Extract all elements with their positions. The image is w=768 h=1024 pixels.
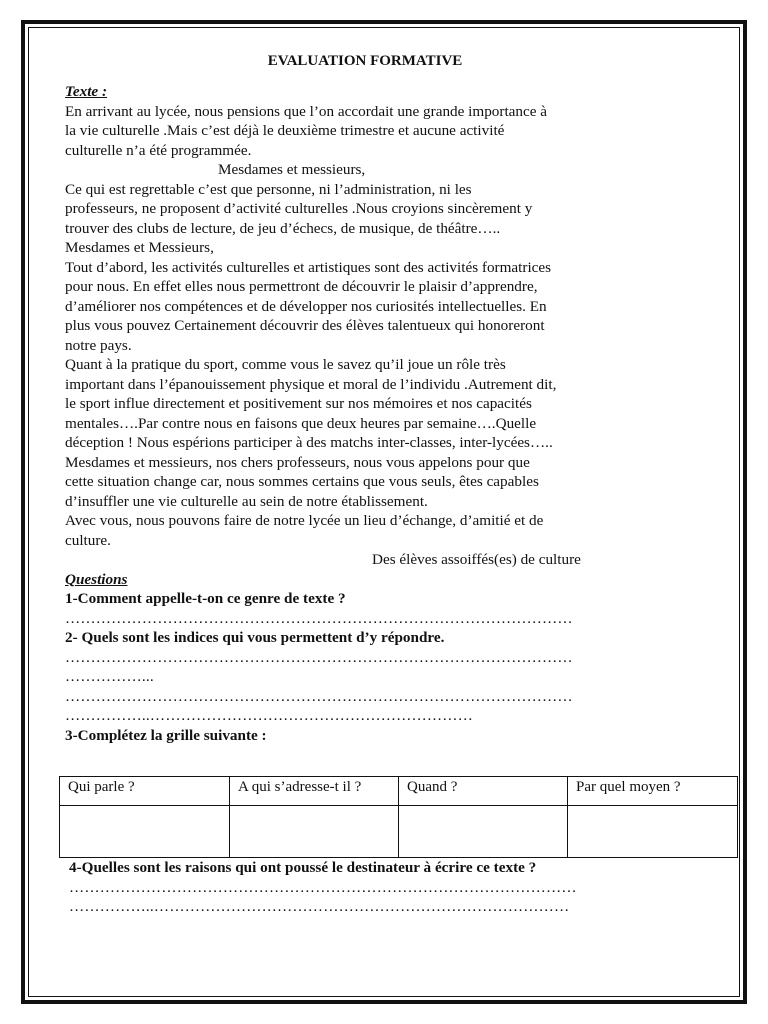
text-line: Mesdames et messieurs, nos chers professeurs, nous vous appelons pour que <box>65 453 530 471</box>
text-line: pour nous. En effet elles nous permettront de découvrir le plaisir d’apprendre, <box>65 278 538 295</box>
grid-header-a-qui: A qui s’adresse-t il ? <box>230 777 399 806</box>
text-line: En arrivant au lycée, nous pensions que l’on accordait une grande importance à <box>65 102 548 120</box>
question-2: 2- Quels sont les indices qui vous permettent d’y répondre. <box>65 629 445 646</box>
text-line: d’améliorer nos compétences et de développer nos curiosités intellectuelles. En <box>65 297 547 315</box>
document-body <box>65 50 665 745</box>
text-line: le sport influe directement et positivement sur nos mémoires et nos capacités <box>65 395 532 412</box>
grid-cell-moyen[interactable] <box>568 806 738 858</box>
signature: Des élèves assoiffés(es) de culture <box>372 551 581 568</box>
text-line: cette situation change car, nous sommes certains que vous seuls, êtes capables <box>65 473 539 490</box>
text-line: notre pays. <box>65 336 132 354</box>
answer-grid <box>59 776 738 858</box>
text-line-salutation: Mesdames et messieurs, <box>218 161 366 178</box>
text-line: Mesdames et Messieurs, <box>65 239 214 256</box>
texte-heading <box>65 82 665 102</box>
text-line: trouver des clubs de lecture, de jeu d’échecs, de musique, de théâtre….. <box>65 219 501 237</box>
text-line: d’insuffler une vie culturelle au sein de notre établissement. <box>65 492 428 510</box>
text-line: culturelle n’a été programmée. <box>65 141 252 159</box>
grid-cell-qui-parle[interactable] <box>60 806 230 858</box>
grid-answer-row <box>60 806 738 858</box>
document-title: EVALUATION FORMATIVE <box>267 53 463 69</box>
text-line: plus vous pouvez Certainement découvrir des élèves talentueux qui honoreront <box>65 317 545 334</box>
answer-line-2d[interactable]: ……………..……………………………………………………… <box>65 707 474 724</box>
text-line: Quant à la pratique du sport, comme vous le savez qu’il joue un rôle très <box>65 356 506 373</box>
question-3: 3-Complétez la grille suivante : <box>65 726 267 744</box>
grid-header-qui-parle: Qui parle ? <box>60 777 230 806</box>
text-line: Ce qui est regrettable c’est que personne, ni l’administration, ni les <box>65 180 472 198</box>
answer-line-2a[interactable]: ……………………………………………………………………………………… <box>65 648 573 666</box>
grid-cell-quand[interactable] <box>399 806 568 858</box>
answer-line-2c[interactable]: ……………………………………………………………………………………… <box>65 687 573 705</box>
text-line: important dans l’épanouissement physique et moral de l’individu .Autrement dit, <box>65 375 557 393</box>
text-line: Avec vous, nous pouvons faire de notre lycée un lieu d’échange, d’amitié et de <box>65 512 544 529</box>
text-line: culture. <box>65 531 111 549</box>
text-line: Tout d’abord, les activités culturelles et artistiques sont des activités formatrices <box>65 258 552 276</box>
text-line: la vie culturelle .Mais c’est déjà le deuxième trimestre et aucune activité <box>65 122 505 139</box>
questions-label: Questions <box>65 570 128 588</box>
grid-header-row <box>60 777 738 806</box>
answer-line-4b[interactable]: ……………..……………………………………………………………………… <box>69 898 570 915</box>
question-4: 4-Quelles sont les raisons qui ont poussé le destinateur à écrire ce texte ? <box>69 859 537 876</box>
answer-line-4a[interactable]: ……………………………………………………………………………………… <box>69 878 577 896</box>
grid-header-quand: Quand ? <box>399 777 568 806</box>
question-4-block <box>69 858 577 917</box>
grid-header-moyen: Par quel moyen ? <box>568 777 738 806</box>
question-1: 1-Comment appelle-t-on ce genre de texte ? <box>65 590 346 607</box>
texte-label: Texte : <box>65 83 108 100</box>
answer-line-1[interactable]: ……………………………………………………………………………………… <box>65 609 573 627</box>
text-line: déception ! Nous espérions participer à des matchs inter-classes, inter-lycées….. <box>65 434 553 451</box>
text-line: professeurs, ne proposent d’activité culturelles .Nous croyions sincèrement y <box>65 200 533 217</box>
grid-cell-a-qui[interactable] <box>230 806 399 858</box>
questions-heading <box>65 570 665 590</box>
text-line: mentales….Par contre nous en faisons que deux heures par semaine….Quelle <box>65 414 537 432</box>
answer-line-2b[interactable]: ……………... <box>65 668 154 685</box>
